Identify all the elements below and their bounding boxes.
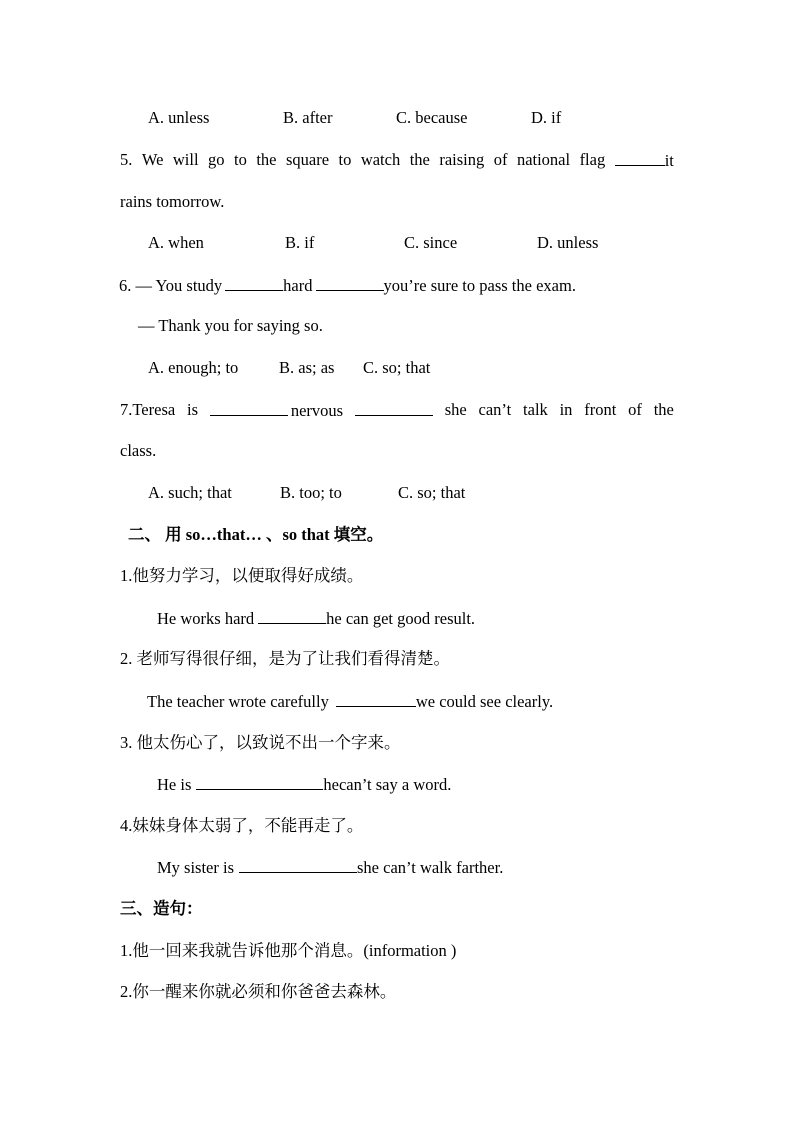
- en-before: My sister is: [157, 858, 235, 877]
- q7-word: front: [584, 400, 617, 419]
- q5-stem: [120, 150, 674, 171]
- q7-word: the: [653, 400, 674, 419]
- option-b: B. after: [283, 108, 333, 127]
- section3-title: 三、造句：: [120, 899, 203, 918]
- q5-word: national: [516, 150, 571, 169]
- q6-reply: — Thank you for saying so.: [138, 316, 323, 335]
- en-before: He works hard: [157, 609, 255, 628]
- q5-word: it: [664, 151, 674, 170]
- section2-item1-cn: 1.他努力学习，以便取得好成绩。: [120, 566, 364, 585]
- section2-item3-en: [157, 774, 451, 795]
- answer-blank[interactable]: [210, 400, 288, 416]
- q5-word: watch: [360, 150, 401, 169]
- option-a: A. such; that: [148, 483, 232, 502]
- section2-item1-en: [157, 608, 475, 629]
- option-b: B. if: [285, 233, 315, 252]
- answer-blank[interactable]: [196, 774, 323, 790]
- q5-line2: rains tomorrow.: [120, 192, 225, 211]
- q5-word: to: [234, 150, 247, 169]
- en-before: The teacher wrote carefully: [147, 692, 329, 711]
- answer-blank[interactable]: [615, 150, 665, 166]
- option-b: B. as; as: [279, 358, 335, 377]
- answer-blank[interactable]: [336, 691, 416, 707]
- answer-blank[interactable]: [355, 400, 433, 416]
- option-c: C. since: [404, 233, 458, 252]
- answer-blank[interactable]: [316, 275, 384, 291]
- section3-item1: 1.他一回来我就告诉他那个消息。(information ): [120, 941, 457, 960]
- q6-suffix: you’re sure to pass the exam.: [383, 276, 576, 295]
- q7-word: in: [559, 400, 573, 419]
- q7-word: can’t: [478, 400, 512, 419]
- en-after: we could see clearly.: [415, 692, 554, 711]
- section2-title: 二、 用 so…that… 、so that 填空。: [128, 525, 384, 544]
- option-c: C. so; that: [363, 358, 431, 377]
- q7-word: is: [187, 400, 199, 419]
- section3-item2: 2.你一醒来你就必须和你爸爸去森林。: [120, 982, 397, 1001]
- q5-word: flag: [579, 150, 606, 169]
- section2-item3-cn: 3. 他太伤心了，以致说不出一个字来。: [120, 733, 401, 752]
- q5-word: 5.: [120, 150, 133, 169]
- q7-line2: class.: [120, 441, 157, 460]
- q6-middle: hard: [283, 276, 313, 295]
- answer-blank[interactable]: [239, 857, 357, 873]
- section2-item4-en: [157, 857, 503, 878]
- section2-item2-cn: 2. 老师写得很仔细，是为了让我们看得清楚。: [120, 649, 450, 668]
- q7-stem: [120, 400, 674, 421]
- q5-blank-group: [615, 150, 674, 171]
- option-a: A. unless: [148, 108, 210, 127]
- option-b: B. too; to: [280, 483, 342, 502]
- option-d: D. unless: [537, 233, 599, 252]
- q7-blank-group: [210, 400, 343, 421]
- q5-word: raising: [439, 150, 485, 169]
- option-c: C. so; that: [398, 483, 466, 502]
- q7-word: nervous: [290, 401, 344, 420]
- en-after: she can’t walk farther.: [357, 858, 504, 877]
- q6-stem: [119, 275, 576, 296]
- en-before: He is: [157, 775, 192, 794]
- answer-blank[interactable]: [258, 608, 326, 624]
- q7-word: talk: [523, 400, 548, 419]
- option-c: C. because: [396, 108, 468, 127]
- q5-word: go: [208, 150, 225, 169]
- q7-word: 7.Teresa: [120, 400, 176, 419]
- q6-prefix: 6. — You study: [119, 276, 223, 295]
- section2-item4-cn: 4.妹妹身体太弱了，不能再走了。: [120, 816, 364, 835]
- option-a: A. when: [148, 233, 204, 252]
- en-after: hecan’t say a word.: [323, 775, 452, 794]
- option-a: A. enough; to: [148, 358, 239, 377]
- q5-word: the: [409, 150, 430, 169]
- q7-word: she: [444, 400, 467, 419]
- q5-word: We: [141, 150, 164, 169]
- q7-word: of: [628, 400, 642, 419]
- q5-word: the: [256, 150, 277, 169]
- q5-word: square: [285, 150, 330, 169]
- option-d: D. if: [531, 108, 562, 127]
- section2-item2-en: [147, 691, 553, 712]
- q5-word: will: [172, 150, 199, 169]
- answer-blank[interactable]: [225, 275, 283, 291]
- en-after: he can get good result.: [326, 609, 476, 628]
- q5-word: to: [338, 150, 352, 169]
- q5-word: of: [493, 150, 508, 169]
